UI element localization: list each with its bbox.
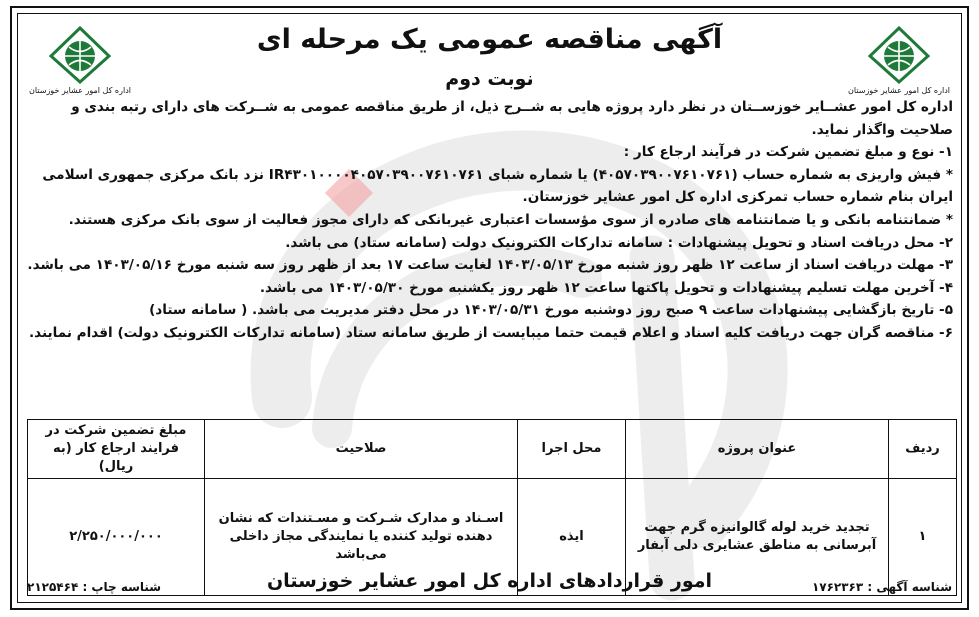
ad-id: شناسه آگهی : ۱۷۶۲۳۶۳	[811, 580, 952, 594]
notice-subtitle: نوبت دوم	[445, 68, 534, 90]
header-location: محل اجرا	[518, 420, 626, 479]
notice-body	[27, 96, 953, 345]
item-5: ۵- تاریخ بازگشایی پیشنهادات ساعت ۹ صبح روز دوشنبه مورخ ۱۴۰۳/۰۵/۳۱ در محل دفتر مدیریت می باشد. ( سامانه ستاد)	[149, 302, 953, 319]
bullet-1-line-2: ایران بنام شماره حساب تمرکزی اداره کل امور عشایر خوزستان.	[522, 189, 953, 206]
cell-project-title: تجدید خرید لوله گالوانیزه گرم جهت آبرسانی به مناطق عشایری دلی آبفار	[626, 479, 889, 596]
issuer-department: امور قراردادهای اداره کل امور عشایر خوزستان	[266, 570, 713, 592]
item-1: ۱- نوع و مبلغ تضمین شرکت در فرآیند ارجاع کار :	[623, 144, 953, 161]
tender-notice	[10, 6, 969, 610]
table-header-row	[28, 420, 957, 479]
cell-row-number: ۱	[889, 479, 957, 596]
notice-footer	[27, 570, 952, 596]
header-guarantee-amount: مبلغ تضمین شرکت در فرایند ارجاع کار (به ریال)	[28, 420, 205, 479]
bullet-1-line-1: * فیش واریزی به شماره حساب (۴۰۵۷۰۳۹۰۰۷۶۱۰۷۶۱) یا شماره شبای IR۴۳۰۱۰۰۰۰۴۰۵۷۰۳۹۰۰۷۶۱۰۷۶۱ نزد بانک مرکزی جمهوری اسلامی	[42, 166, 953, 183]
header-qualification: صلاحیت	[205, 420, 518, 479]
notice-title: آگهی مناقصه عمومی یک مرحله ای	[256, 24, 723, 55]
item-4: ۴- آخرین مهلت تسلیم پیشنهادات و تحویل پاکتها ساعت ۱۲ ظهر روز یکشنبه مورخ ۱۴۰۳/۰۵/۳۰ می باشد.	[259, 279, 953, 296]
cell-qualification: اسـناد و مدارک شـرکت و مسـتندات که نشان دهنده تولید کننده یا نمایندگی مجاز داخلی می‌باشد	[205, 479, 518, 596]
item-6: ۶- مناقصه گران جهت دریافت کلیه اسناد و اعلام قیمت حتما میبایست از طریق سامانه ستاد (سامانه تدارکات الکترونیک دولت) اقدام نمایند.	[28, 324, 953, 341]
header-row-number: ردیف	[889, 420, 957, 479]
cell-location: ایذه	[518, 479, 626, 596]
logo-caption: اداره کل امور عشایر خوزستان	[29, 86, 131, 95]
item-2: ۲- محل دریافت اسناد و تحویل پیشنهادات : سامانه تدارکات الکترونیک دولت (سامانه ستاد) می باشد.	[285, 234, 953, 251]
print-id: شناسه چاپ : ۲۱۲۵۴۶۴	[27, 580, 162, 594]
intro-paragraph: اداره کل امور عشــایر خوزســتان در نظر دارد پروژه هایی به شــرح ذیل، از طریق مناقصه عمومی به شــرکت های دارای رتبه بندی و صلاحیت واگذار نماید.	[71, 99, 953, 138]
cell-guarantee-amount: ۲/۲۵۰/۰۰۰/۰۰۰	[28, 479, 205, 596]
logo-caption: اداره کل امور عشایر خوزستان	[848, 86, 950, 95]
header-project-title: عنوان پروژه	[626, 420, 889, 479]
item-3: ۳- مهلت دریافت اسناد از ساعت ۱۲ ظهر روز شنبه مورخ ۱۴۰۳/۰۵/۱۳ لغایت ساعت ۱۷ بعد از ظهر روز سه شنبه مورخ ۱۴۰۳/۰۵/۱۶ می باشد.	[27, 257, 953, 274]
bullet-2: * ضمانتنامه بانکی و یا ضمانتنامه های صادره از سوی مؤسسات اعتباری غیربانکی که دارای مجوز فعالیت از سوی بانک مرکزی هستند.	[68, 211, 953, 228]
